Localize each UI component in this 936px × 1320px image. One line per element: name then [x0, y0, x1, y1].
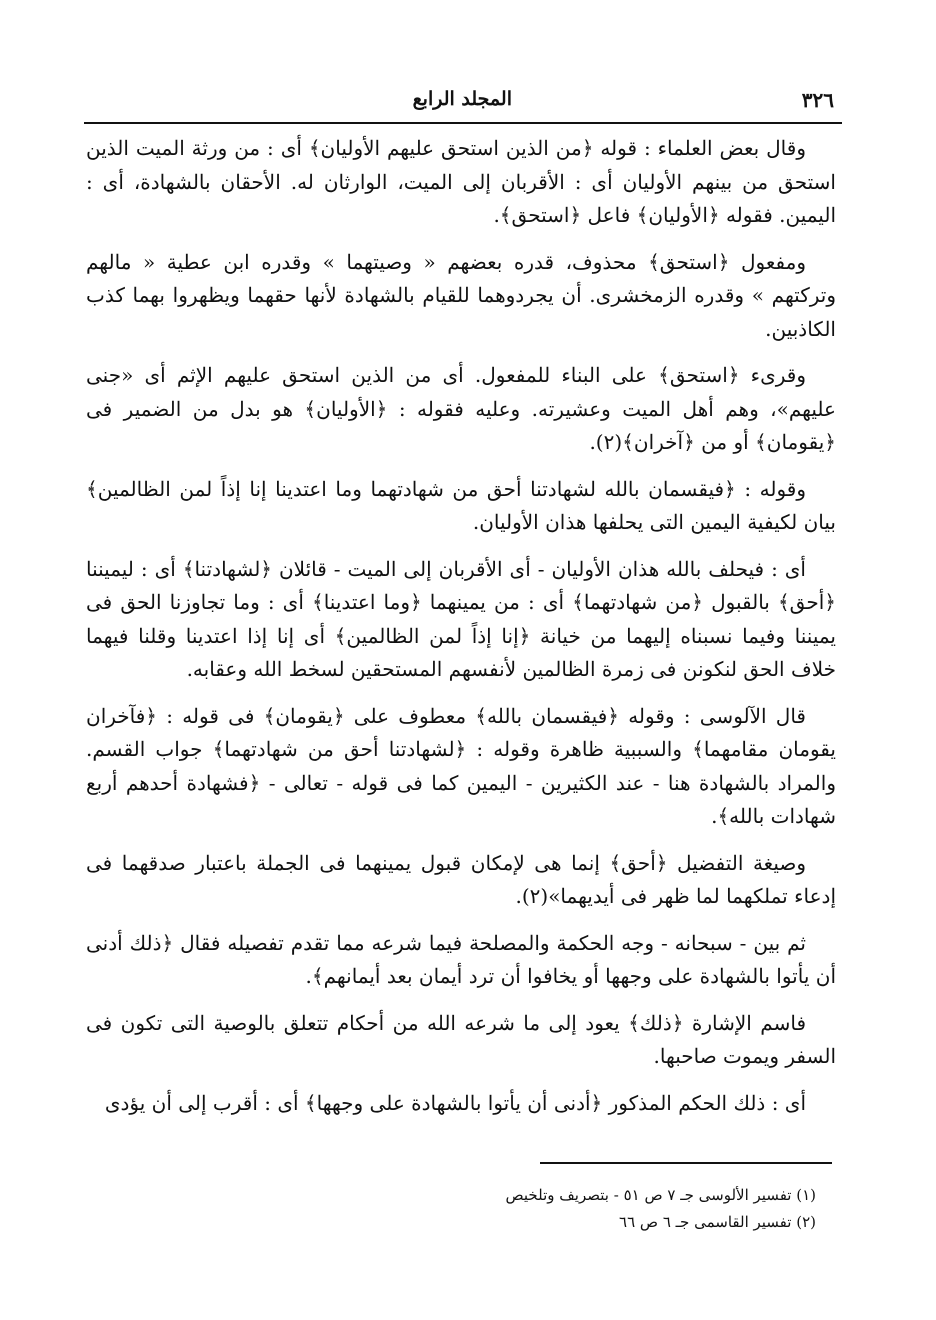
- paragraph: ثم بين - سبحانه - وجه الحكمة والمصلحة فيما شرعه مما تقدم تفصيله فقال ﴿ذلك أدنى أن يأتوا بالشهادة على وجهها أو يخافوا أن ترد أيمان بعد أيمانهم﴾.: [86, 930, 836, 988]
- page-number: ٣٢٦: [801, 88, 834, 112]
- running-title: المجلد الرابع: [412, 88, 512, 110]
- paragraph: وقوله : ﴿فيقسمان بالله لشهادتنا أحق من شهادتهما وما اعتدينا إنا إذاً لمن الظالمين﴾ بيان لكيفية اليمين التى يحلفها هذان الأوليان.: [86, 476, 836, 534]
- footnotes: [380, 1182, 816, 1236]
- footnote: (١) تفسير الألوسى جـ ٧ ص ٥١ - بتصريف وتلخيص: [505, 1186, 816, 1204]
- footnote-divider: [540, 1162, 832, 1164]
- paragraph: وقال بعض العلماء : قوله ﴿من الذين استحق عليهم الأوليان﴾ أى : من ورثة الميت الذين استحق من بينهم الأوليان أى : الأقربان إلى الميت، الوارثان له. الأحقان بالشهادة، أى : اليمين. فقوله ﴿الأوليان﴾ فاعل ﴿استحق﴾.: [86, 136, 836, 227]
- paragraph: أى : ذلك الحكم المذكور ﴿أدنى أن يأتوا بالشهادة على وجهها﴾ أى : أقرب إلى أن يؤدى: [104, 1090, 806, 1115]
- page-body: [86, 132, 836, 1133]
- paragraph: فاسم الإشارة ﴿ذلك﴾ يعود إلى ما شرعه الله من أحكام تتعلق بالوصية التى تكون فى السفر ويموت صاحبها.: [86, 1010, 836, 1068]
- footnote: (٢) تفسير القاسمى جـ ٦ ص ٦٦: [619, 1213, 816, 1231]
- page-header: [84, 82, 842, 124]
- paragraph: وقرىء ﴿استحق﴾ على البناء للمفعول. أى من الذين استحق عليهم الإثم أى «جنى عليهم»، وهم أهل الميت وعشيرته. وعليه فقوله : ﴿الأوليان﴾ هو بدل من الضمير فى ﴿يقومان﴾ أو من ﴿آخران﴾(٢).: [86, 363, 836, 454]
- paragraph: قال الآلوسى : وقوله ﴿فيقسمان بالله﴾ معطوف على ﴿يقومان﴾ فى قوله : ﴿فآخران يقومان مقامهما﴾ والسببية ظاهرة وقوله : ﴿لشهادتنا أحق من شهادتهما﴾ جواب القسم. والمراد بالشهادة هنا - عند الكثيرين - اليمين كما فى قوله - تعالى - ﴿فشهادة أحدهم أربع شهادات بالله﴾.: [86, 703, 836, 828]
- paragraph: أى : فيحلف بالله هذان الأوليان - أى الأقربان إلى الميت - قائلان ﴿لشهادتنا﴾ أى : ليميننا ﴿أحق﴾ بالقبول ﴿من شهادتهما﴾ أى : من يمينهما ﴿وما اعتدينا﴾ أى : وما تجاوزنا الحق فى يميننا وفيما نسبناه إليهما من خيانة ﴿إنا إذاً لمن الظالمين﴾ أى إنا إذا اعتدينا وقلنا فيهما خلاف الحق لنكونن فى زمرة الظالمين لأنفسهم المستحقين لسخط الله وعقابه.: [86, 556, 836, 681]
- paragraph: ومفعول ﴿استحق﴾ محذوف، قدره بعضهم « وصيتهما » وقدره ابن عطية « مالهم وتركتهم » وقدره الزمخشرى. أن يجردوهما للقيام بالشهادة لأنها حقهما ويظهروا بهما كذب الكاذبين.: [86, 249, 836, 341]
- paragraph: وصيغة التفضيل ﴿أحق﴾ إنما هى لإمكان قبول يمينهما فى الجملة باعتبار صدقهما فى إدعاء تملكهما لما ظهر فى أيديهما»(٢).: [86, 850, 836, 908]
